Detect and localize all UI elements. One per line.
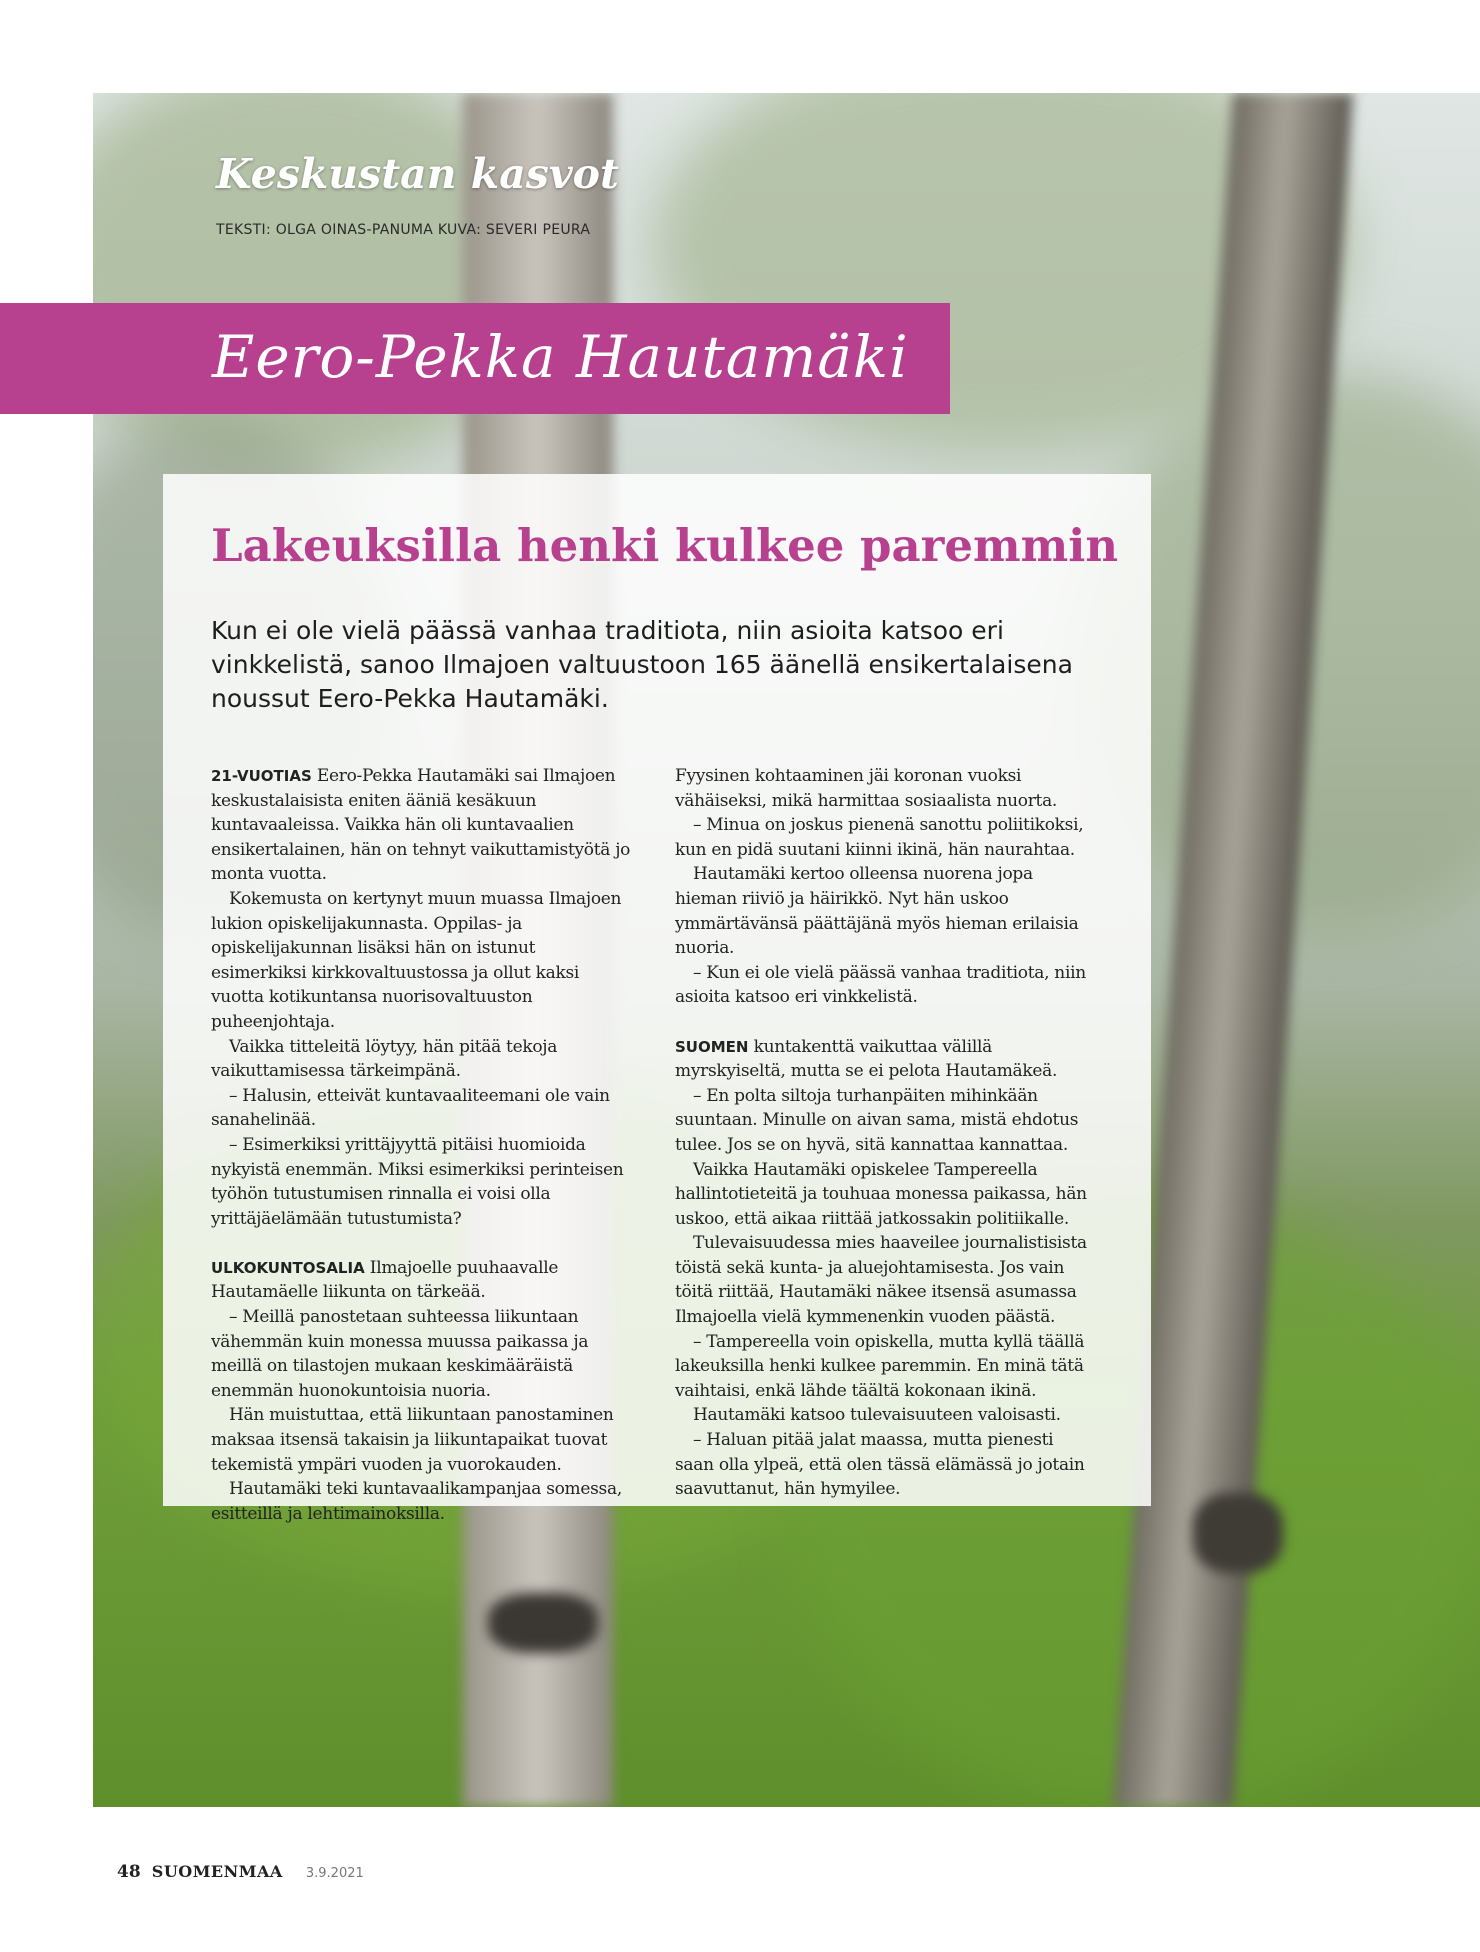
paragraph: ULKOKUNTOSALIA Ilmajoelle puuhaavalle Hautamäelle liikunta on tärkeää. xyxy=(211,1257,559,1303)
person-name: Eero-Pekka Hautamäki xyxy=(212,323,909,391)
page-footer xyxy=(117,1862,364,1882)
paragraph: – Tampereella voin opiskella, mutta kyllä täällä lakeuksilla henki kulkee paremmin. En minä tätä vaihtaisi, enkä lähde täältä kokonaan ikinä. xyxy=(675,1331,1085,1401)
paragraph: Fyysinen kohtaaminen jäi koronan vuoksi vähäiseksi, mikä harmittaa sosiaalista nuorta. xyxy=(675,766,1058,811)
credits: TEKSTI: OLGA OINAS-PANUMA KUVA: SEVERI PEURA xyxy=(216,222,591,238)
paragraph: Vaikka Hautamäki opiskelee Tampereella hallintotieteitä ja touhuaa monessa paikassa, hän uskoo, että aikaa riittää jatkossakin politiikalle. xyxy=(675,1159,1087,1229)
paragraph: Vaikka titteleitä löytyy, hän pitää tekoja vaikuttamisessa tärkeimpänä. xyxy=(211,1036,558,1082)
paragraph: – En polta siltoja turhanpäiten mihinkään suuntaan. Minulle on aivan sama, mistä ehdotus tulee. Jos se on hyvä, sitä kannattaa kannattaa. xyxy=(675,1085,1079,1155)
paragraph: Tulevaisuudessa mies haaveilee journalistisista töistä sekä kunta- ja aluejohtamisesta. Jos vain töitä riittää, Hautamäki näkee itsensä asumassa Ilmajoella vielä kymmenenkin vuoden päästä. xyxy=(675,1233,1087,1328)
paragraph: Kokemusta on kertynyt muun muassa Ilmajoen lukion opiskelijakunnasta. Oppilas- ja opiskelijakunnan lisäksi hän on istunut esimerkiksi kirkkovaltuustossa ja ollut kaksi vuotta kotikuntansa nuorisovaltuuston puheenjohtaja. xyxy=(211,888,622,1032)
article-card xyxy=(163,474,1151,1524)
paragraph: Hautamäki kertoo olleensa nuorena jopa hieman riiviö ja häirikkö. Nyt hän uskoo ymmärtävänsä päättäjänä myös hieman erilaisia nuoria. xyxy=(675,864,1079,959)
paragraph: – Meillä panostetaan suhteessa liikuntaan vähemmän kuin monessa muussa paikassa ja meillä on tilastojen mukaan keskimääräistä enemmän huonokuntoisia nuoria. xyxy=(211,1307,589,1401)
headline: Lakeuksilla henki kulkee paremmin xyxy=(211,519,1119,572)
issue-date: 3.9.2021 xyxy=(305,1866,364,1881)
paragraph: SUOMEN kuntakenttä vaikuttaa välillä myrskyiseltä, mutta se ei pelota Hautamäkeä. xyxy=(675,1036,1058,1082)
paragraph: – Minua on joskus pienenä sanottu poliitikoksi, kun en pidä suutani kiinni ikinä, hän naurahtaa. xyxy=(675,815,1084,860)
lead-in: 21-VUOTIAS xyxy=(211,767,312,785)
paragraph: – Kun ei ole vielä päässä vanhaa traditiota, niin asioita katsoo eri vinkkelistä. xyxy=(675,962,1086,1008)
paragraph: 21-VUOTIAS Eero-Pekka Hautamäki sai Ilmajoen keskustalaisista eniten ääniä kesäkuun kuntavaaleissa. Vaikka hän oli kuntavaalien ensikertalainen, hän on tehnyt vaikuttamistyötä jo monta vuotta. xyxy=(211,766,631,885)
paragraph: – Halusin, etteivät kuntavaaliteemani ole vain sanahelinää. xyxy=(211,1085,610,1131)
paragraph: Hautamäki katsoo tulevaisuuteen valoisasti. xyxy=(693,1405,1061,1426)
lead-in: SUOMEN xyxy=(675,1037,749,1056)
name-banner xyxy=(0,303,950,414)
paragraph: – Haluan pitää jalat maassa, mutta pienesti saan olla ylpeä, että olen tässä elämässä jo jotain saavuttanut, hän hymyilee. xyxy=(675,1430,1085,1500)
paragraph: Hän muistuttaa, että liikuntaan panostaminen maksaa itsensä takaisin ja liikuntapaikat tuovat tekemistä ympäri vuoden ja vuorokauden. xyxy=(211,1405,614,1475)
lead-paragraph: Kun ei ole vielä päässä vanhaa traditiota, niin asioita katsoo eri vinkkelistä, sanoo Ilmajoen valtuustoon 165 äänellä ensikertalaisena noussut Eero-Pekka Hautamäki. xyxy=(211,616,1073,713)
magazine-name: SUOMENMAA xyxy=(151,1862,283,1881)
lead-in: ULKOKUNTOSALIA xyxy=(211,1258,365,1277)
page-number: 48 xyxy=(117,1862,141,1882)
paragraph: Hautamäki teki kuntavaalikampanjaa somessa, esitteillä ja lehtimainoksilla. xyxy=(211,1479,622,1524)
paragraph: – Esimerkiksi yrittäjyyttä pitäisi huomioida nykyistä enemmän. Miksi esimerkiksi perinteisen työhön tutustumisen rinnalla ei voisi olla yrittäjäelämään tutustumista? xyxy=(211,1134,624,1229)
section-label: Keskustan kasvot xyxy=(216,150,619,198)
body-column-right xyxy=(675,764,1097,1502)
body-column-left xyxy=(211,764,633,1526)
